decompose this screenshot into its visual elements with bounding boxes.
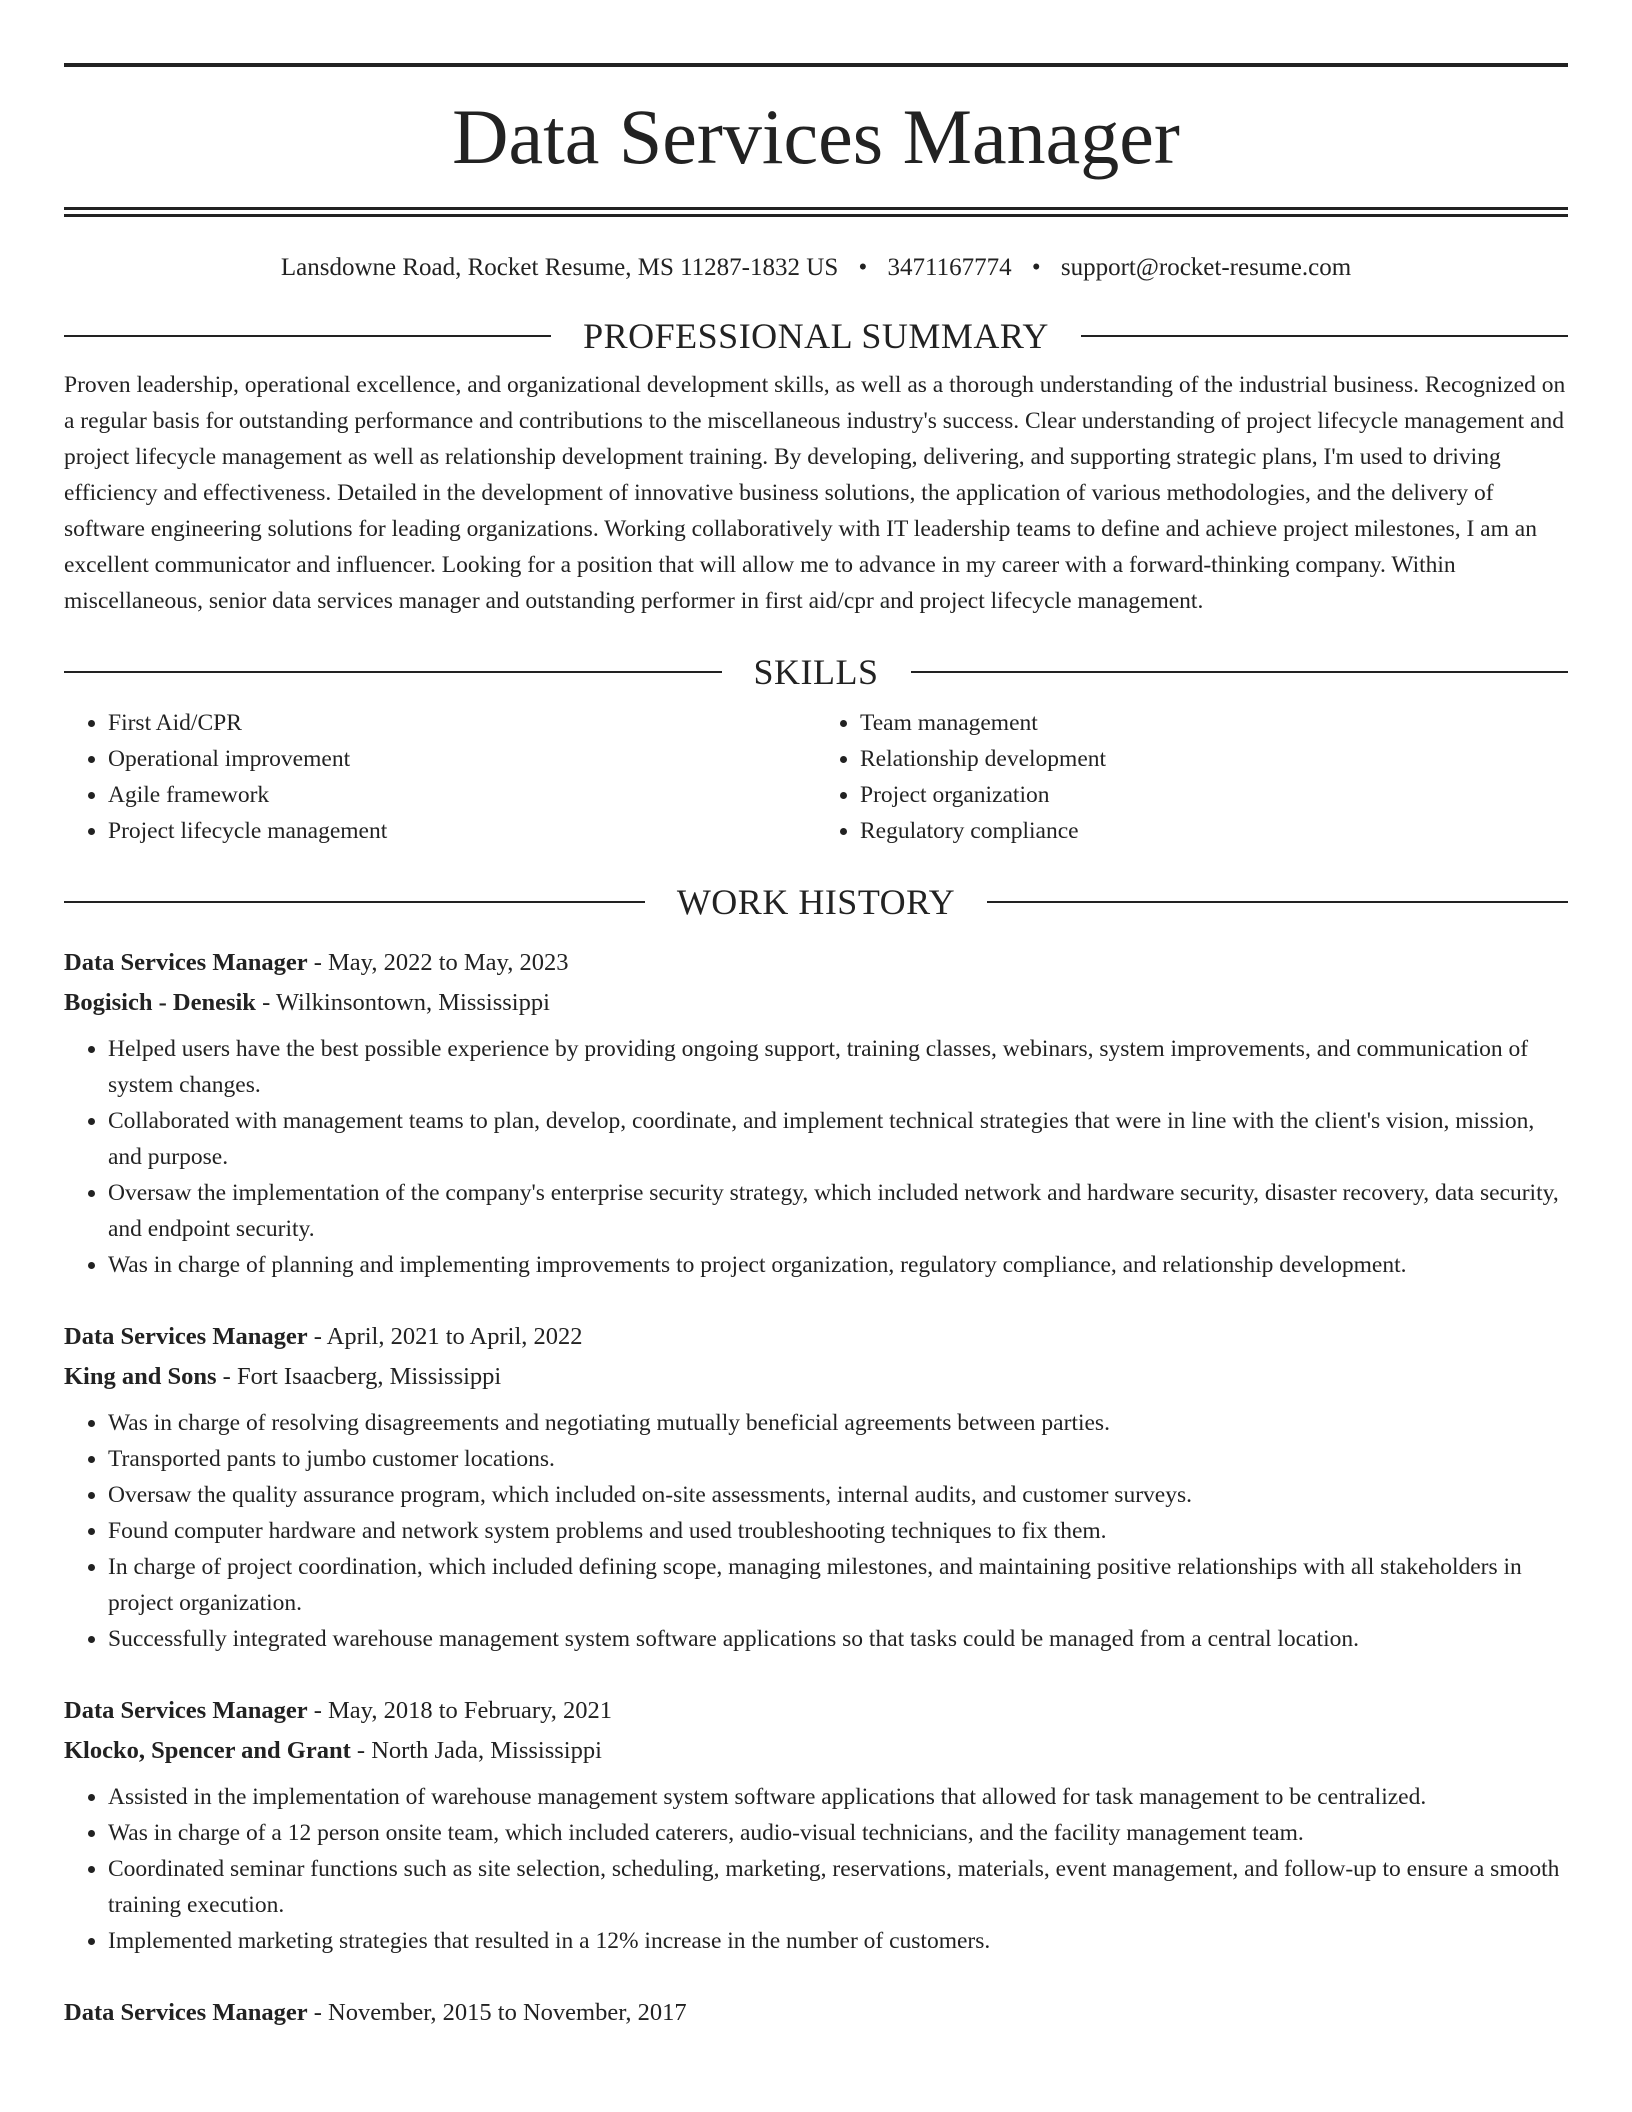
heading-rule-right [1081, 335, 1568, 337]
job-bullet: • Implemented marketing strategies that resulted in a 12% increase in the number of customers. [108, 1923, 1568, 1959]
skill-item: • Team management [860, 705, 1568, 741]
job-separator: - [307, 1323, 327, 1350]
job-bullet: • Collaborated with management teams to plan, develop, coordinate, and implement technical strategies that were in line with the client's vision, mission, and purpose. [108, 1103, 1568, 1175]
job-role-line [64, 1993, 1568, 2033]
header-double-rule [64, 207, 1568, 217]
skill-item: • First Aid/CPR [108, 705, 816, 741]
contact-line [64, 253, 1568, 283]
job-dates: November, 2015 to November, 2017 [328, 1999, 687, 2026]
contact-separator: • [1031, 254, 1041, 281]
heading-rule-right [987, 901, 1568, 903]
job-company-line [64, 1357, 1568, 1397]
job-entry [64, 1317, 1568, 1657]
skills-column-left [64, 705, 816, 849]
job-bullet: • Assisted in the implementation of warehouse management system software applications that allowed for task management to be centralized. [108, 1779, 1568, 1815]
contact-separator: • [858, 254, 868, 281]
job-bullet: • Was in charge of resolving disagreements and negotiating mutually beneficial agreements between parties. [108, 1405, 1568, 1441]
contact-phone: 3471167774 [887, 254, 1012, 281]
job-role-line [64, 1317, 1568, 1357]
header-top-rule [64, 63, 1568, 67]
work-title: WORK HISTORY [676, 882, 956, 922]
job-role-line [64, 1691, 1568, 1731]
job-role-line [64, 943, 1568, 983]
job-bullet: • In charge of project coordination, which included defining scope, managing milestones, and maintaining positive relationships with all stakeholders in project organization. [108, 1549, 1568, 1621]
job-bullet: • Coordinated seminar functions such as site selection, scheduling, marketing, reservations, materials, event management, and follow-up to ensure a smooth training execution. [108, 1851, 1568, 1923]
job-entry [64, 1691, 1568, 1959]
skill-item: • Project lifecycle management [108, 813, 816, 849]
skill-item: • Relationship development [860, 741, 1568, 777]
summary-section-heading [64, 315, 1568, 357]
job-separator: - [350, 1737, 372, 1764]
job-company-line [64, 1731, 1568, 1771]
job-bullet: • Was in charge of planning and implementing improvements to project organization, regulatory compliance, and relationship development. [108, 1247, 1568, 1283]
job-location: Wilkinsontown, Mississippi [275, 989, 550, 1016]
job-bullets [64, 1031, 1568, 1283]
skill-item: • Regulatory compliance [860, 813, 1568, 849]
job-bullet: • Found computer hardware and network system problems and used troubleshooting techniques to fix them. [108, 1513, 1568, 1549]
job-company-line [64, 983, 1568, 1023]
skill-item: • Agile framework [108, 777, 816, 813]
job-bullet: • Successfully integrated warehouse management system software applications so that tasks could be managed from a central location. [108, 1621, 1568, 1657]
job-bullets [64, 1779, 1568, 1959]
contact-email: support@rocket-resume.com [1060, 254, 1352, 281]
job-dates: April, 2021 to April, 2022 [326, 1323, 583, 1350]
job-role: Data Services Manager [64, 949, 308, 976]
job-bullets [64, 1405, 1568, 1657]
job-separator: - [307, 1697, 328, 1724]
skills-column-right [816, 705, 1568, 849]
summary-text: Proven leadership, operational excellence, and organizational development skills, as well as a thorough understanding of the industrial business. Recognized on a regular basis for outstanding performance and contributions to the miscellaneous industry's success. Clear understanding of project lifecycle management and project lifecycle management as well as relationship development training. By developing, delivering, and supporting strategic plans, I'm used to driving efficiency and effectiveness. Detailed in the development of innovative business solutions, the application of various methodologies, and the delivery of software engineering solutions for leading organizations. Working collaboratively with IT leadership teams to define and achieve project milestones, I am an excellent communicator and influencer. Looking for a position that will allow me to advance in my career with a forward-thinking company. Within miscellaneous, senior data services manager and outstanding performer in first aid/cpr and project lifecycle management. [64, 372, 1566, 614]
summary-title: PROFESSIONAL SUMMARY [583, 316, 1049, 356]
resume-name-title: Data Services Manager [452, 93, 1180, 180]
job-entry [64, 1993, 1568, 2033]
job-separator: - [255, 989, 276, 1016]
job-company: Bogisich - Denesik [64, 989, 256, 1016]
skill-item: • Operational improvement [108, 741, 816, 777]
job-bullet: • Oversaw the quality assurance program, which included on-site assessments, internal audits, and customer surveys. [108, 1477, 1568, 1513]
skills-title: SKILLS [753, 652, 879, 692]
skills-section-heading [64, 651, 1568, 693]
job-bullet: • Helped users have the best possible experience by providing ongoing support, training classes, webinars, system improvements, and communication of system changes. [108, 1031, 1568, 1103]
job-separator: - [216, 1363, 237, 1390]
heading-rule-left [64, 901, 645, 903]
job-entry [64, 943, 1568, 1283]
heading-rule-left [64, 671, 722, 673]
job-location: Fort Isaacberg, Mississippi [236, 1363, 502, 1390]
heading-rule-right [911, 671, 1569, 673]
contact-address: Lansdowne Road, Rocket Resume, MS 11287-1832 US [280, 254, 839, 281]
job-company: Klocko, Spencer and Grant [64, 1737, 351, 1764]
job-role: Data Services Manager [64, 1999, 308, 2026]
job-bullet: • Transported pants to jumbo customer locations. [108, 1441, 1568, 1477]
job-dates: May, 2018 to February, 2021 [328, 1697, 612, 1724]
skills-list [64, 705, 1568, 849]
work-section-heading [64, 881, 1568, 923]
job-role: Data Services Manager [64, 1323, 308, 1350]
job-bullet: • Was in charge of a 12 person onsite team, which included caterers, audio-visual technicians, and the facility management team. [108, 1815, 1568, 1851]
job-role: Data Services Manager [64, 1697, 308, 1724]
job-company: King and Sons [64, 1363, 217, 1390]
job-bullet: • Oversaw the implementation of the company's enterprise security strategy, which included network and hardware security, disaster recovery, data security, and endpoint security. [108, 1175, 1568, 1247]
job-separator: - [307, 1999, 328, 2026]
job-separator: - [307, 949, 328, 976]
job-dates: May, 2022 to May, 2023 [328, 949, 569, 976]
heading-rule-left [64, 335, 551, 337]
job-location: North Jada, Mississippi [371, 1737, 602, 1764]
skill-item: • Project organization [860, 777, 1568, 813]
resume-page [64, 0, 1568, 2033]
